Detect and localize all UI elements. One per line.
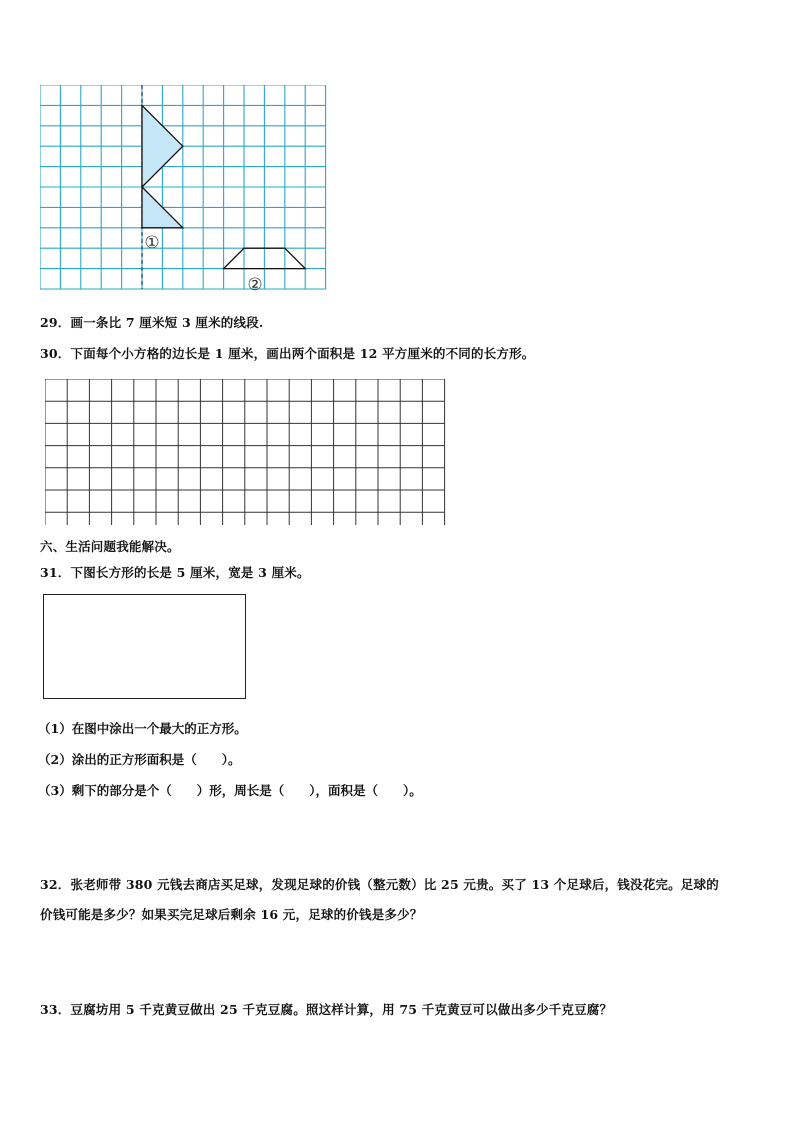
question-32 <box>40 875 719 893</box>
symmetry-grid-figure <box>40 85 330 297</box>
question-31 <box>40 563 310 581</box>
section-6-heading: 六、生活问题我能解决。 <box>40 539 180 554</box>
question-text: 下面每个小方格的边长是 1 厘米，画出两个面积是 12 平方厘米的不同的长方形。 <box>70 346 535 361</box>
question-31-part-2: （2）涂出的正方形面积是（ ）。 <box>38 752 241 767</box>
question-number: 29． <box>40 315 71 330</box>
question-text: 下图长方形的长是 5 厘米，宽是 3 厘米。 <box>70 565 310 580</box>
question-31-part-3: （3）剩下的部分是个（ ）形，周长是（ ），面积是（ ）。 <box>38 783 422 798</box>
question-33 <box>40 1000 612 1018</box>
question-number: 33． <box>40 1002 71 1017</box>
rectangle-5x3 <box>43 594 246 699</box>
shape-1-marker: ① <box>144 233 160 253</box>
grid-lines <box>40 85 326 289</box>
question-number: 30． <box>40 346 71 361</box>
question-text-line-1: 张老师带 380 元钱去商店买足球，发现足球的价钱（整元数）比 25 元贵。买了 13 个足球后，钱没花完。足球的 <box>70 877 719 892</box>
question-text: 画一条比 7 厘米短 3 厘米的线段. <box>70 315 264 330</box>
question-number: 31． <box>40 565 71 580</box>
drawing-grid <box>45 379 447 525</box>
question-text: 豆腐坊用 5 千克黄豆做出 25 千克豆腐。照这样计算，用 75 千克黄豆可以做出多少千克豆腐？ <box>70 1002 613 1017</box>
grid-lines <box>45 379 445 525</box>
question-30 <box>40 344 535 362</box>
question-32-line-2: 价钱可能是多少？如果买完足球后剩余 16 元，足球的价钱是多少？ <box>40 907 423 922</box>
shape-2-marker: ② <box>247 275 263 295</box>
question-number: 32． <box>40 877 71 892</box>
question-31-part-1: （1）在图中涂出一个最大的正方形。 <box>38 721 247 736</box>
question-29 <box>40 313 263 331</box>
